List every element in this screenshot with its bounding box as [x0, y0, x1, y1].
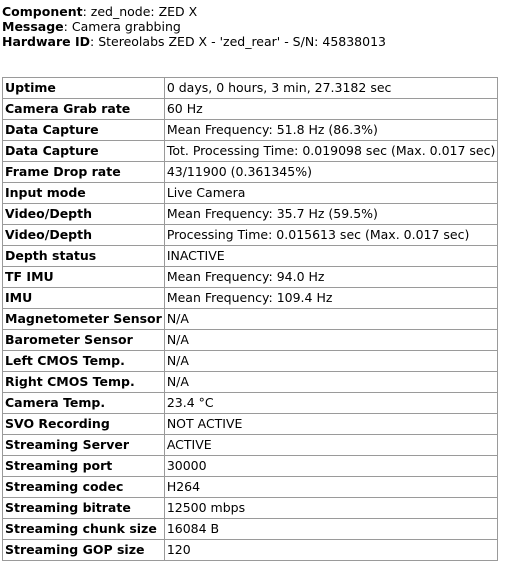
- diagnostic-table-body: [3, 78, 498, 561]
- table-row: [3, 288, 498, 309]
- row-key: Depth status: [3, 246, 165, 267]
- table-row: [3, 477, 498, 498]
- table-row: [3, 309, 498, 330]
- row-key: TF IMU: [3, 267, 165, 288]
- table-row: [3, 456, 498, 477]
- row-key: SVO Recording: [3, 414, 165, 435]
- row-key: Streaming chunk size: [3, 519, 165, 540]
- row-key: Video/Depth: [3, 225, 165, 246]
- row-value: INACTIVE: [164, 246, 498, 267]
- row-value: Tot. Processing Time: 0.019098 sec (Max. 0.017 sec): [164, 141, 498, 162]
- row-value: 43/11900 (0.361345%): [164, 162, 498, 183]
- row-value: 12500 mbps: [164, 498, 498, 519]
- table-row: [3, 267, 498, 288]
- row-value: 30000: [164, 456, 498, 477]
- row-value: ACTIVE: [164, 435, 498, 456]
- table-row: [3, 78, 498, 99]
- row-value: Mean Frequency: 35.7 Hz (59.5%): [164, 204, 498, 225]
- table-row: [3, 540, 498, 561]
- row-value: Mean Frequency: 51.8 Hz (86.3%): [164, 120, 498, 141]
- row-key: Video/Depth: [3, 204, 165, 225]
- row-value: Mean Frequency: 109.4 Hz: [164, 288, 498, 309]
- row-key: Uptime: [3, 78, 165, 99]
- row-key: Magnetometer Sensor: [3, 309, 165, 330]
- row-value: N/A: [164, 372, 498, 393]
- message-line: Message: Camera grabbing: [2, 19, 181, 34]
- component-value: zed_node: ZED X: [90, 4, 198, 19]
- diagnostic-header: [2, 4, 386, 49]
- row-key: Right CMOS Temp.: [3, 372, 165, 393]
- table-row: [3, 225, 498, 246]
- row-key: Input mode: [3, 183, 165, 204]
- table-row: [3, 141, 498, 162]
- row-key: Streaming Server: [3, 435, 165, 456]
- row-value: 16084 B: [164, 519, 498, 540]
- table-row: [3, 162, 498, 183]
- row-value: 0 days, 0 hours, 3 min, 27.3182 sec: [164, 78, 498, 99]
- table-row: [3, 498, 498, 519]
- table-row: [3, 519, 498, 540]
- row-value: N/A: [164, 351, 498, 372]
- table-row: [3, 330, 498, 351]
- table-row: [3, 393, 498, 414]
- row-value: N/A: [164, 309, 498, 330]
- hardware-id-line: Hardware ID: Stereolabs ZED X - 'zed_rear' - S/N: 45838013: [2, 34, 386, 49]
- table-row: [3, 204, 498, 225]
- row-key: Left CMOS Temp.: [3, 351, 165, 372]
- component-label: Component: [2, 4, 83, 19]
- row-key: Streaming codec: [3, 477, 165, 498]
- row-key: Frame Drop rate: [3, 162, 165, 183]
- row-key: Data Capture: [3, 141, 165, 162]
- row-key: Camera Temp.: [3, 393, 165, 414]
- row-key: Data Capture: [3, 120, 165, 141]
- row-value: 120: [164, 540, 498, 561]
- table-row: [3, 99, 498, 120]
- message-label: Message: [2, 19, 64, 34]
- diagnostic-table: [2, 77, 498, 561]
- row-value: H264: [164, 477, 498, 498]
- table-row: [3, 120, 498, 141]
- row-value: Processing Time: 0.015613 sec (Max. 0.017 sec): [164, 225, 498, 246]
- table-row: [3, 246, 498, 267]
- row-value: Live Camera: [164, 183, 498, 204]
- row-key: Streaming GOP size: [3, 540, 165, 561]
- table-row: [3, 351, 498, 372]
- row-value: Mean Frequency: 94.0 Hz: [164, 267, 498, 288]
- table-row: [3, 435, 498, 456]
- hardware-id-label: Hardware ID: [2, 34, 91, 49]
- row-value: 60 Hz: [164, 99, 498, 120]
- row-key: Streaming bitrate: [3, 498, 165, 519]
- message-value: Camera grabbing: [71, 19, 181, 34]
- hardware-id-value: Stereolabs ZED X - 'zed_rear' - S/N: 45838013: [98, 34, 386, 49]
- row-value: N/A: [164, 330, 498, 351]
- table-row: [3, 372, 498, 393]
- component-line: Component: zed_node: ZED X: [2, 4, 198, 19]
- table-row: [3, 414, 498, 435]
- row-key: IMU: [3, 288, 165, 309]
- row-key: Streaming port: [3, 456, 165, 477]
- row-value: 23.4 °C: [164, 393, 498, 414]
- row-key: Camera Grab rate: [3, 99, 165, 120]
- row-key: Barometer Sensor: [3, 330, 165, 351]
- row-value: NOT ACTIVE: [164, 414, 498, 435]
- table-row: [3, 183, 498, 204]
